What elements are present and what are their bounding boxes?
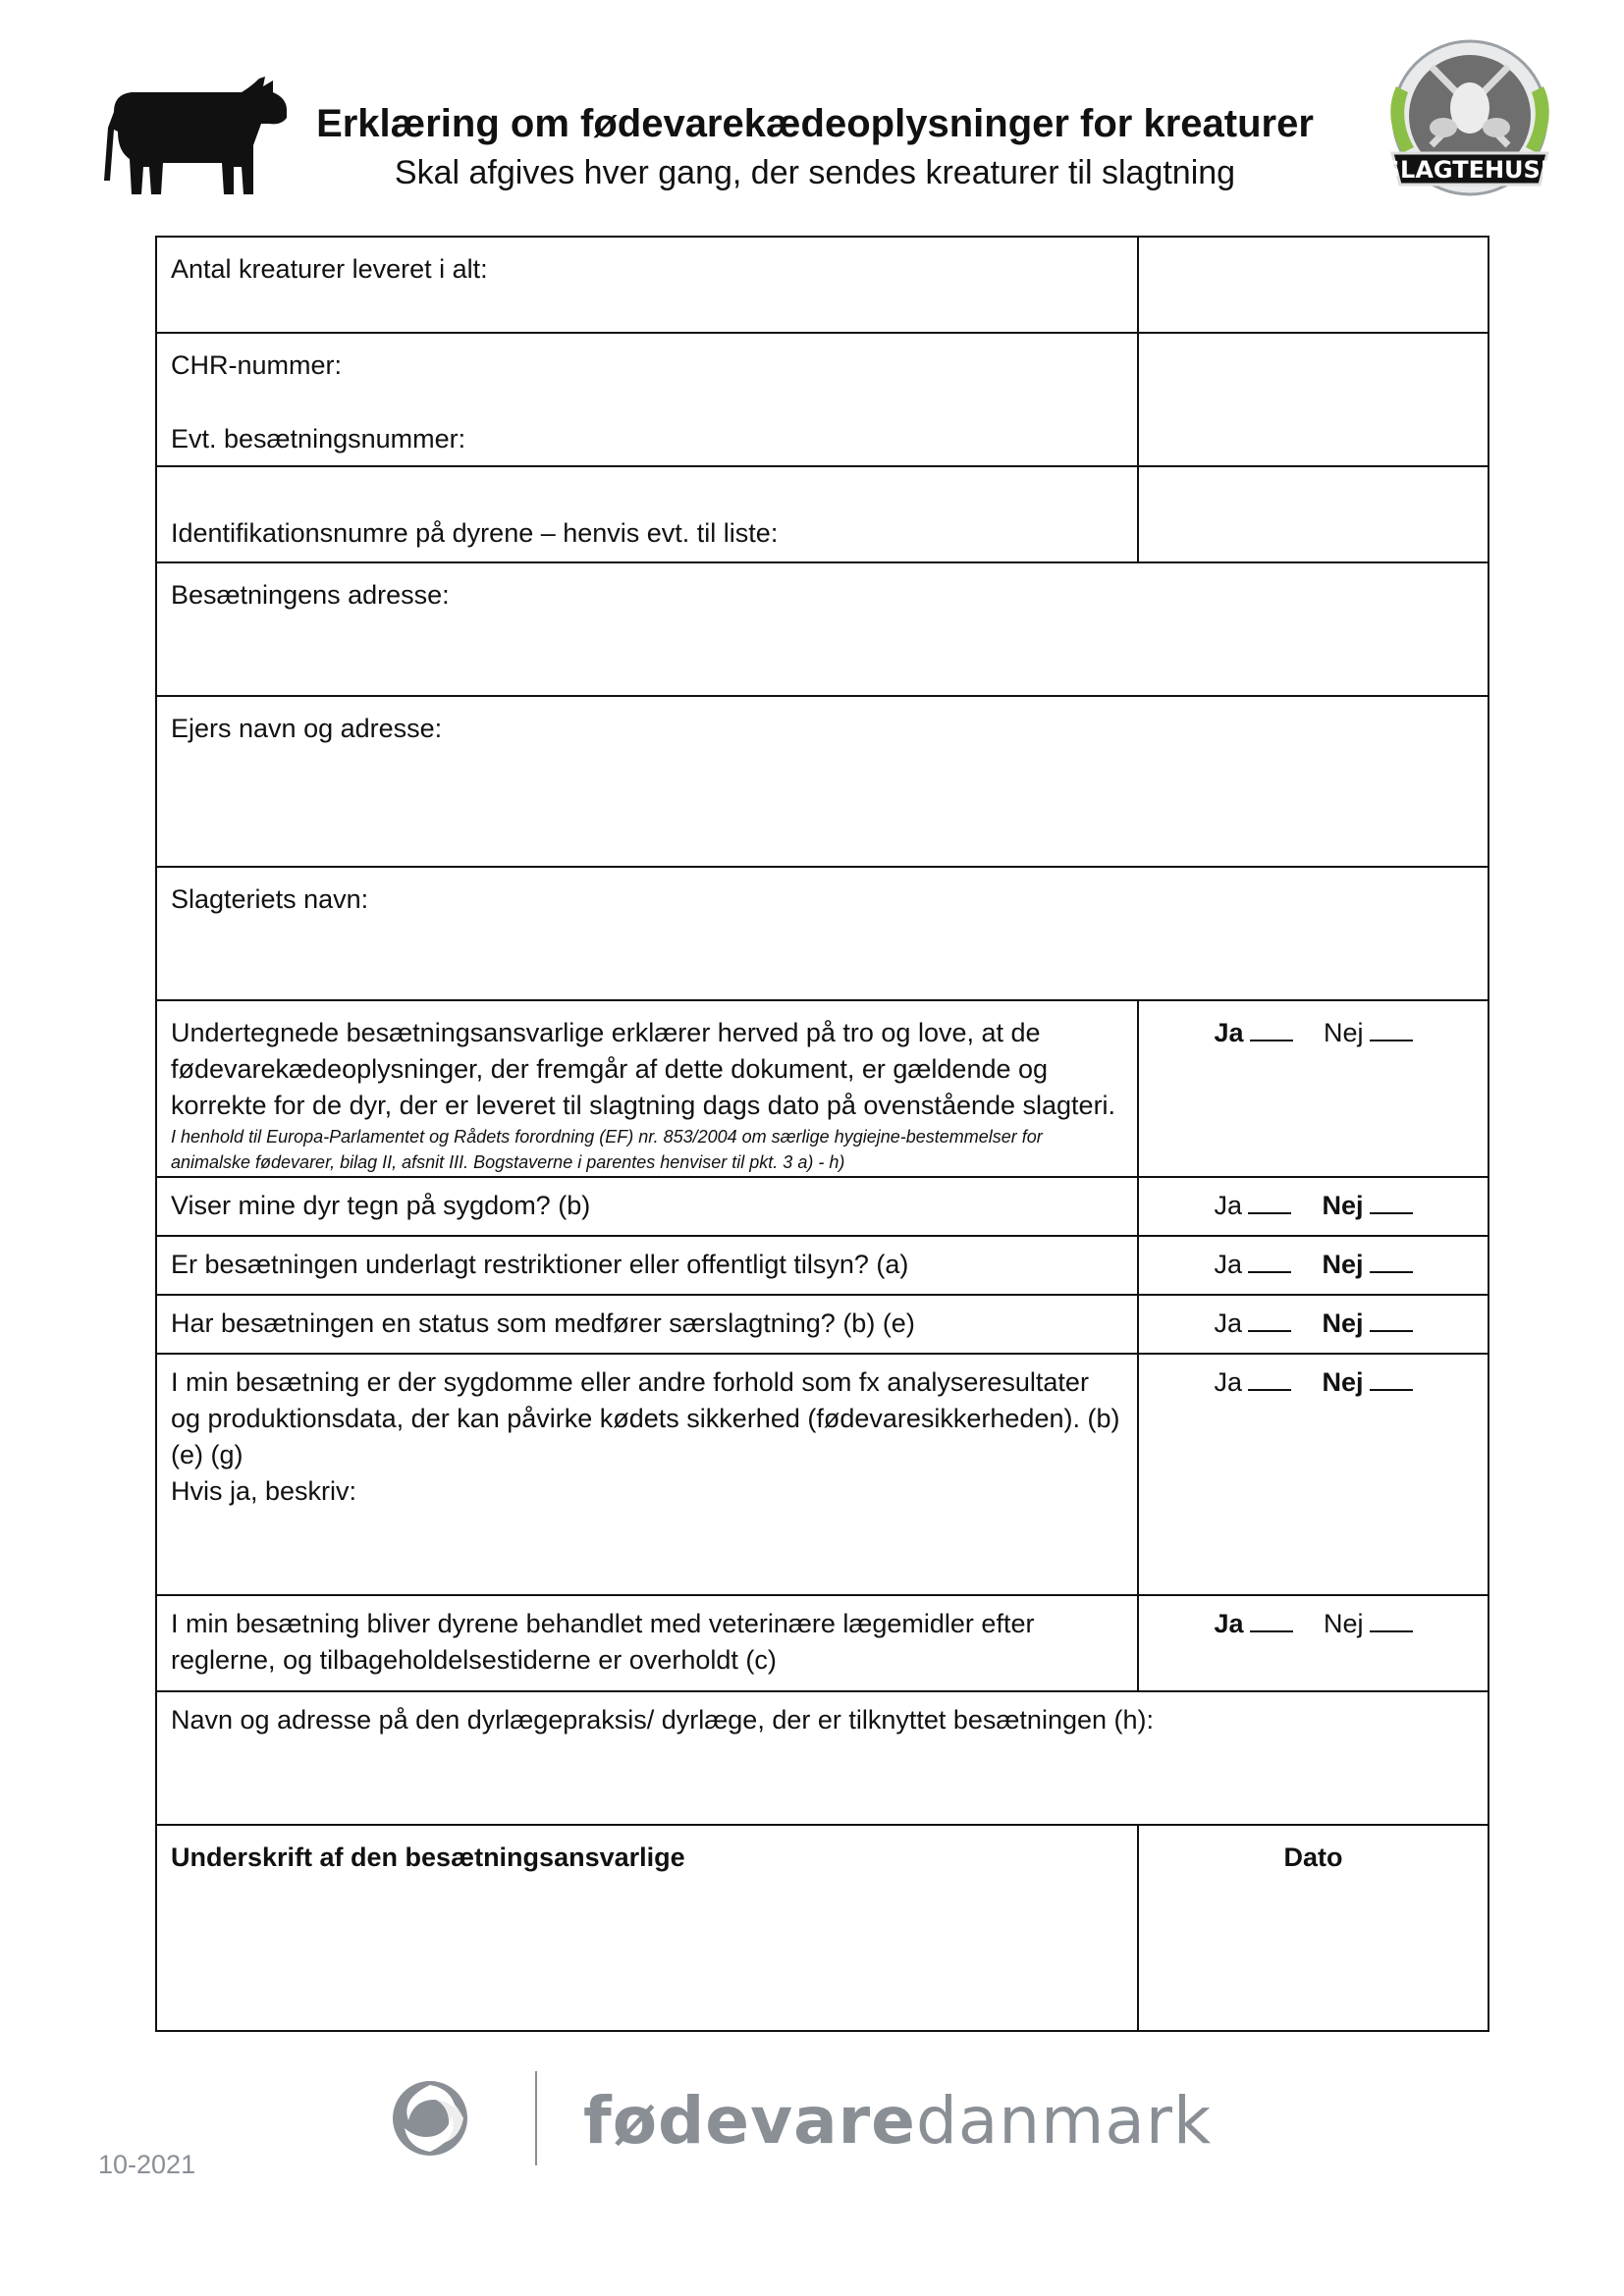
- yes-option[interactable]: Ja: [1214, 1015, 1292, 1051]
- no-option[interactable]: Nej: [1324, 1015, 1413, 1051]
- question-cell: [156, 1177, 1138, 1236]
- date-field[interactable]: [1138, 1825, 1489, 2031]
- yes-option[interactable]: Ja: [1214, 1188, 1291, 1224]
- slaughterhouse-label: Slagteriets navn:: [171, 884, 369, 914]
- herd-address-label: Besætningens adresse:: [171, 580, 450, 610]
- animal-count-label: Antal kreaturer leveret i alt:: [171, 254, 488, 284]
- owner-field[interactable]: [156, 696, 1489, 867]
- logo-badge-text: SLAGTEHUSE: [1382, 156, 1557, 184]
- question-answer: [1138, 1295, 1489, 1354]
- question-cell: [156, 1595, 1138, 1691]
- no-option[interactable]: Nej: [1323, 1306, 1413, 1342]
- question-text: Viser mine dyr tegn på sygdom? (b): [171, 1191, 591, 1220]
- declaration-note: I henhold til Europa-Parlamentet og Rådets forordning (EF) nr. 853/2004 om særlige hygiejne-bestemmelser for animalske fødevarer, bilag II, afsnit III. Bogstaverne i parentes henviser til pkt. 3 a) - h): [171, 1127, 1043, 1172]
- herd-address-field[interactable]: [156, 562, 1489, 696]
- no-option[interactable]: Nej: [1323, 1247, 1413, 1283]
- question-answer: [1138, 1177, 1489, 1236]
- yes-option[interactable]: Ja: [1214, 1306, 1291, 1342]
- cow-icon: [104, 73, 291, 200]
- declaration-cell: [156, 1000, 1138, 1177]
- page-subtitle: Skal afgives hver gang, der sendes kreaturer til slagtning: [394, 154, 1236, 191]
- signature-field[interactable]: [156, 1825, 1138, 2031]
- animal-count-field[interactable]: [1138, 237, 1489, 333]
- owner-label: Ejers navn og adresse:: [171, 714, 443, 743]
- yes-option[interactable]: Ja: [1214, 1364, 1291, 1401]
- question-answer: [1138, 1595, 1489, 1691]
- animal-ids-field[interactable]: [1138, 466, 1489, 562]
- slaughterhouse-field[interactable]: [156, 867, 1489, 1000]
- vet-label: Navn og adresse på den dyrlægepraksis/ dyrlæge, der er tilknyttet besætningen (h):: [171, 1705, 1155, 1735]
- question-text: I min besætning bliver dyrene behandlet med veterinære lægemidler efter reglerne, og tilbageholdelsestiderne er overholdt (c): [171, 1609, 1035, 1675]
- question-text: Har besætningen en status som medfører særslagtning? (b) (e): [171, 1308, 915, 1338]
- question-answer: [1138, 1354, 1489, 1595]
- question-cell: [156, 1236, 1138, 1295]
- question-answer: [1138, 1236, 1489, 1295]
- animal-ids-label: Identifikationsnumre på dyrene – henvis evt. til liste:: [171, 518, 779, 548]
- date-label: Dato: [1283, 1842, 1343, 1872]
- page-title: Erklæring om fødevarekædeoplysninger for kreaturer: [316, 102, 1314, 145]
- form-label-cell: [156, 333, 1138, 466]
- declaration-answer: [1138, 1000, 1489, 1177]
- form-label-cell: [156, 237, 1138, 333]
- question-text: Er besætningen underlagt restriktioner eller offentligt tilsyn? (a): [171, 1250, 909, 1279]
- no-option[interactable]: Nej: [1323, 1188, 1413, 1224]
- chr-number-label: CHR-nummer:: [171, 350, 343, 380]
- vet-field[interactable]: [156, 1691, 1489, 1825]
- footer-divider: [535, 2071, 537, 2165]
- chr-number-field[interactable]: [1138, 333, 1489, 466]
- slagtehuse-logo: [1363, 37, 1577, 212]
- version-label: 10-2021: [98, 2150, 196, 2179]
- fodevaredanmark-logo: fødevaredanmark: [583, 2083, 1213, 2159]
- yes-option[interactable]: Ja: [1214, 1247, 1291, 1283]
- herd-number-label: Evt. besætningsnummer:: [171, 424, 466, 454]
- declaration-text: Undertegnede besætningsansvarlige erklærer herved på tro og love, at de fødevarekædeoplysninger, der fremgår af dette dokument, er gældende og korrekte for de dyr, der er leveret til slagtning dags dato på ovenstående slagteri.: [171, 1018, 1116, 1120]
- question-cell: [156, 1354, 1138, 1595]
- form-label-cell: [156, 466, 1138, 562]
- no-option[interactable]: Nej: [1324, 1606, 1413, 1642]
- no-option[interactable]: Nej: [1323, 1364, 1413, 1401]
- yes-option[interactable]: Ja: [1214, 1606, 1292, 1642]
- declaration-form: [155, 236, 1489, 2032]
- question-cell: [156, 1295, 1138, 1354]
- question-text: I min besætning er der sygdomme eller andre forhold som fx analyseresultater og produktionsdata, der kan påvirke kødets sikkerhed (fødevaresikkerheden). (b) (e) (g) Hvis ja, beskriv:: [171, 1367, 1120, 1506]
- signature-label: Underskrift af den besætningsansvarlige: [171, 1842, 685, 1872]
- fodevaredanmark-swirl-icon: [391, 2079, 469, 2158]
